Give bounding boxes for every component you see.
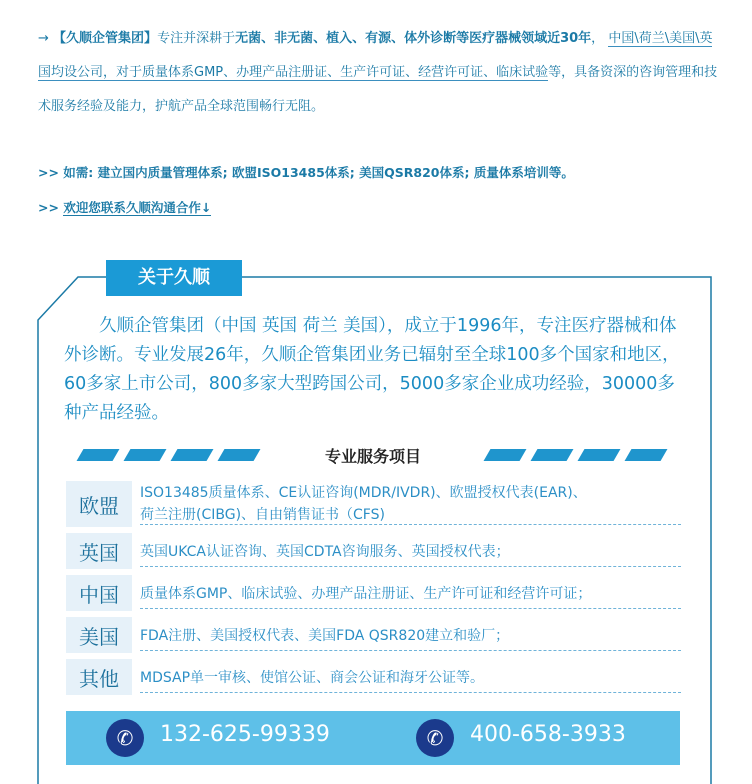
decor-slash (625, 449, 668, 461)
contact-text: 欢迎您联系久顺沟通合作↓ (63, 200, 212, 215)
region-label: 英国 (66, 533, 132, 569)
intro-countries: 中国\荷兰\美国\英国均设公司，对于 (38, 31, 713, 80)
service-desc-line: ISO13485质量体系、CE认证咨询(MDR/IVDR)、欧盟授权代表(EAR)、 (140, 485, 587, 501)
contact-prefix: >> (38, 200, 64, 215)
about-title: 关于久顺 (106, 260, 242, 296)
phone-bar (66, 711, 680, 765)
intro-services: 质量体系GMP、办理产品注册证、生产许可证、经营许可证、临床试验 (142, 65, 549, 80)
intro-fields: 无菌、非无菌、植入、有源、体外诊断等医疗器械领域近30年 (235, 31, 592, 46)
dashed-divider (140, 650, 681, 651)
phone-icon: ✆ (416, 719, 454, 757)
services-title: 专业服务项目 (324, 447, 421, 466)
region-label: 中国 (66, 575, 132, 611)
phone-icon: ✆ (106, 719, 144, 757)
phone-number-mobile[interactable]: 132-625-99339 (160, 722, 330, 747)
service-desc-line: 荷兰注册(CIBG)、自由销售证书（CFS) (140, 507, 385, 523)
intro-text-2: 等，具备资深的咨询管理和技术服务经验及能力，护航产品全球范围畅行无阻。 (38, 65, 718, 114)
phone-number-hotline[interactable]: 400-658-3933 (470, 722, 626, 747)
decor-slash (531, 449, 574, 461)
decor-slash (124, 449, 167, 461)
dashed-divider (140, 524, 681, 525)
dashed-divider (140, 608, 681, 609)
about-text: 久顺企管集团（中国 英国 荷兰 美国），成立于1996年，专注医疗器械和体外诊断。专业发展26年，久顺企管集团业务已辐射至全球100多个国家和地区，60多家上市公司，800多家大型跨国公司，5000多家企业成功经验，30000多种产品经验。 (64, 316, 680, 423)
intro-comma: ， (591, 31, 605, 46)
service-desc: FDA注册、美国授权代表、美国FDA QSR820建立和验厂； (140, 628, 510, 644)
region-label: 其他 (66, 659, 132, 695)
service-desc: MDSAP单一审核、使馆公证、商会公证和海牙公证等。 (140, 670, 485, 686)
company-name: 【久顺企管集团】 (53, 31, 158, 46)
region-label: 欧盟 (66, 481, 132, 527)
needs-prefix: >> 如需: (38, 165, 98, 180)
decor-slash (484, 449, 527, 461)
needs-text: 建立国内质量管理体系; 欧盟ISO13485体系; 美国QSR820体系; 质量体系培训等。 (97, 165, 574, 180)
service-desc: 英国UKCA认证咨询、英国CDTA咨询服务、英国授权代表； (140, 544, 510, 560)
decor-slash (77, 449, 120, 461)
intro-text-1: 专注并深耕于 (157, 31, 236, 46)
service-desc (140, 482, 685, 526)
decor-slash (171, 449, 214, 461)
decor-slash (578, 449, 621, 461)
service-desc: 质量体系GMP、临床试验、办理产品注册证、生产许可证和经营许可证； (140, 586, 592, 602)
arrow-icon: → (38, 31, 49, 46)
dashed-divider (140, 566, 681, 567)
about-body (64, 312, 684, 428)
dashed-divider (140, 692, 681, 693)
region-label: 美国 (66, 617, 132, 653)
